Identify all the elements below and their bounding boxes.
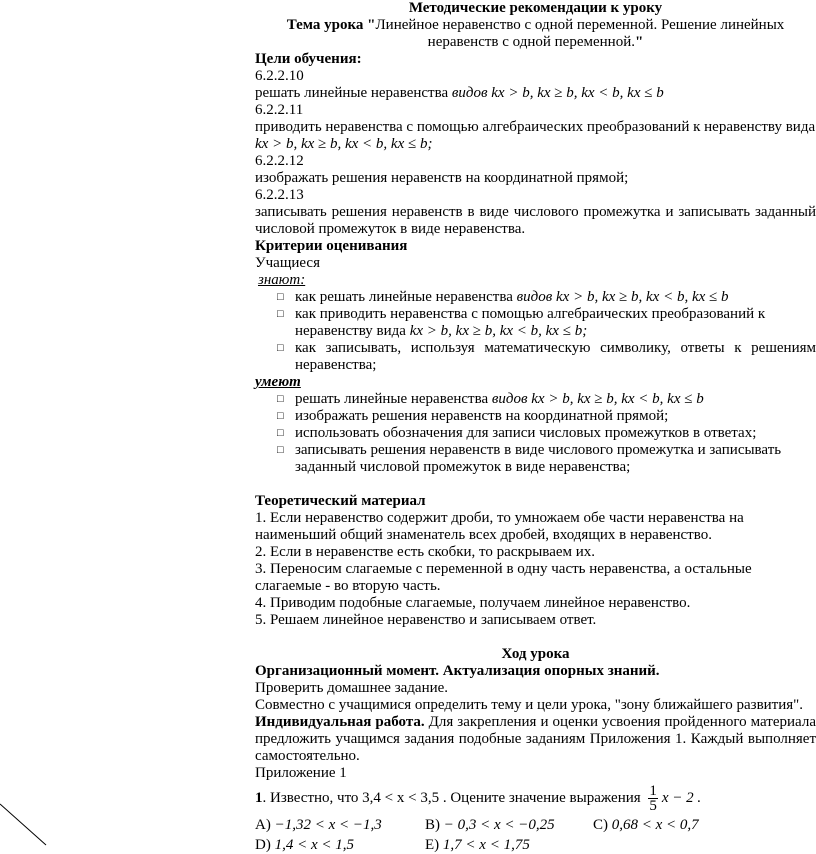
individual-work: Индивидуальная работа. Для закрепления и оценки усвоения пройденного материала предложить учащимся задания подобные заданиям Приложения 1. Каждый выполняет самостоятельно. xyxy=(255,714,816,764)
theory-item: 5. Решаем линейное неравенство и записываем ответ. xyxy=(255,612,597,628)
goal-item: 6.2.2.10 решать линейные неравенства видов kx > b, kx ≥ b, kx < b, kx ≤ b xyxy=(255,68,816,102)
goal-code: 6.2.2.12 xyxy=(255,153,304,169)
answer-option: D) 1,4 < x < 1,5 xyxy=(255,837,354,853)
list-item: □ записывать решения неравенств в виде числового промежутка и записывать заданный числовой промежуток в виде неравенства; xyxy=(255,442,816,476)
goal-item: 6.2.2.13 записывать решения неравенств в виде числового промежутка и записывать заданный числовой промежуток в виде неравенства. xyxy=(255,187,816,237)
homework-line: Проверить домашнее задание. xyxy=(255,680,449,696)
goal-item: 6.2.2.11 приводить неравенства с помощью алгебраических преобразований к неравенству вида kx > b, kx ≥ b, kx < b, kx ≤ b; xyxy=(255,102,816,152)
checkbox-bullet-icon: □ xyxy=(277,291,284,303)
lesson-topic: Тема урока "Линейное неравенство с одной переменной. Решение линейных неравенств с одной переменной." xyxy=(286,17,785,50)
list-item: □ использовать обозначения для записи числовых промежутков в ответах; xyxy=(255,425,816,442)
students-label: Учащиеся xyxy=(255,255,320,271)
margin-diagonal-line xyxy=(0,790,60,850)
page-title: Методические рекомендации к уроку xyxy=(408,0,663,16)
criteria-heading: Критерии оценивания xyxy=(255,238,408,254)
theory-item: 3. Переносим слагаемые с переменной в одну часть неравенства, а остальные слагаемые - во вторую часть. xyxy=(255,561,752,594)
fraction: $\frac{1}{5}$ xyxy=(649,783,657,814)
goal-code: 6.2.2.10 xyxy=(255,68,304,84)
theory-heading: Теоретический материал xyxy=(255,493,426,509)
goal-code: 6.2.2.13 xyxy=(255,187,304,203)
checkbox-bullet-icon: □ xyxy=(277,393,284,405)
theory-item: 1. Если неравенство содержит дроби, то умножаем обе части неравенства на наименьший общий знаменатель всех дробей, входящих в неравенство. xyxy=(255,510,744,543)
list-item: □ решать линейные неравенства видов kx > b, kx ≥ b, kx < b, kx ≤ b xyxy=(255,391,816,408)
lesson-heading: Ход урока xyxy=(501,646,570,662)
checkbox-bullet-icon: □ xyxy=(277,444,284,456)
theory-item: 2. Если в неравенстве есть скобки, то раскрываем их. xyxy=(255,544,596,560)
list-item: □ изображать решения неравенств на координатной прямой; xyxy=(255,408,816,425)
checkbox-bullet-icon: □ xyxy=(277,308,284,320)
task-statement: 1. Известно, что 3,4 < x < 3,5 . Оцените значение выражения $\frac{1}{5}$ x − 2 . xyxy=(255,783,702,814)
theory-item: 4. Приводим подобные слагаемые, получаем линейное неравенство. xyxy=(255,595,691,611)
answer-options-row xyxy=(255,817,816,834)
answer-option: C) 0,68 < x < 0,7 xyxy=(593,817,699,833)
list-item: □ как решать линейные неравенства видов kx > b, kx ≥ b, kx < b, kx ≤ b xyxy=(255,289,816,306)
goals-heading: Цели обучения: xyxy=(255,51,362,67)
answer-option: A) −1,32 < x < −1,3 xyxy=(255,817,382,833)
checkbox-bullet-icon: □ xyxy=(277,410,284,422)
checkbox-bullet-icon: □ xyxy=(277,342,284,354)
document-page xyxy=(255,0,816,854)
list-item: □ как приводить неравенства с помощью алгебраических преобразований к неравенству вида kx > b, kx ≥ b, kx < b, kx ≤ b; xyxy=(255,306,816,340)
goal-code: 6.2.2.11 xyxy=(255,102,304,118)
answer-options-row xyxy=(255,837,816,854)
answer-option: B) − 0,3 < x < −0,25 xyxy=(425,817,555,833)
checkbox-bullet-icon: □ xyxy=(277,427,284,439)
know-label: знают: xyxy=(258,272,306,288)
org-heading: Организационный момент. Актуализация опорных знаний. xyxy=(255,663,660,679)
topic-goals-line: Совместно с учащимися определить тему и цели урока, "зону ближайшего развития". xyxy=(255,697,804,713)
appendix-label: Приложение 1 xyxy=(255,765,347,781)
can-label: умеют xyxy=(255,374,301,390)
answer-option: E) 1,7 < x < 1,75 xyxy=(425,837,530,853)
list-item: □ как записывать, используя математическую символику, ответы к решениям неравенства; xyxy=(255,340,816,374)
goal-item: 6.2.2.12 изображать решения неравенств на координатной прямой; xyxy=(255,153,816,187)
